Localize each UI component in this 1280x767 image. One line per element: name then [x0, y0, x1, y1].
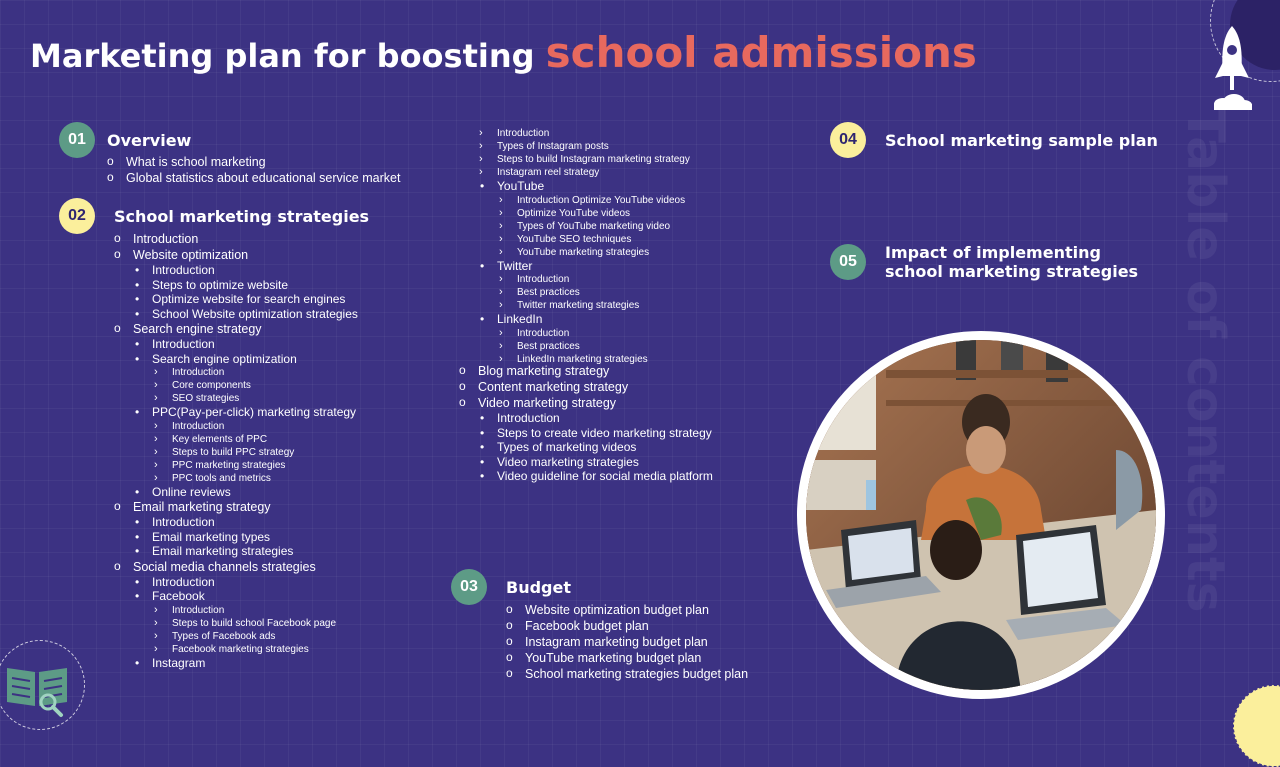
section-number-04: 04 — [830, 122, 866, 158]
sub-item: • Video guideline for social media platform — [478, 469, 779, 484]
sub-item-label: Facebook — [152, 589, 205, 603]
sub-item: • Email marketing types — [133, 530, 444, 545]
list-item: o Introduction — [114, 231, 444, 247]
sub-sub-item: › Types of Facebook ads — [152, 630, 444, 643]
list-item: o School marketing strategies budget plan — [506, 666, 748, 682]
sub-sub-item: › Introduction — [152, 366, 444, 379]
sub-item — [133, 405, 444, 485]
strategies-list-middle — [459, 363, 779, 484]
corner-yellow-circle — [1233, 685, 1280, 767]
sub-item: • Instagram — [133, 656, 444, 671]
list-item: o Content marketing strategy — [459, 379, 779, 395]
list-item: o Instagram marketing budget plan — [506, 634, 748, 650]
section-title-budget: Budget — [506, 578, 571, 597]
sub-item — [478, 259, 685, 313]
sub-item: • Online reviews — [133, 485, 444, 500]
sub-item-label: Twitter — [497, 258, 533, 273]
sub-item: • Introduction — [133, 515, 444, 530]
sub-sub-item: › Steps to build PPC strategy — [152, 446, 444, 459]
sub-sub-item: › Introduction — [497, 273, 685, 286]
section-title-overview: Overview — [107, 131, 192, 150]
sub-sub-item: › Introduction — [477, 127, 690, 140]
sub-item-label: YouTube — [497, 179, 545, 193]
section-number-05: 05 — [830, 244, 866, 280]
team-working-on-laptops-photo — [797, 331, 1165, 699]
sub-sub-item: › PPC tools and metrics — [152, 472, 444, 485]
sub-item-label: PPC(Pay-per-click) marketing strategy — [152, 405, 357, 419]
list-item: o What is school marketing — [107, 154, 400, 170]
list-item: o Global statistics about educational service market — [107, 170, 400, 186]
sub-sub-item: › Introduction — [152, 420, 444, 433]
section-title-line: Impact of implementing — [885, 243, 1101, 262]
sub-sub-item: › Introduction Optimize YouTube videos — [497, 194, 685, 207]
section-title-line: school marketing strategies — [885, 262, 1139, 281]
sub-sub-item: › PPC marketing strategies — [152, 459, 444, 472]
list-item-label: Social media channels strategies — [133, 559, 316, 574]
list-item-label: Website optimization — [133, 248, 249, 262]
title-highlight: school admissions — [545, 28, 977, 77]
overview-list — [107, 154, 400, 186]
sub-sub-item: › LinkedIn marketing strategies — [497, 353, 685, 366]
sub-sub-item: › Best practices — [497, 286, 685, 299]
sub-item-label: LinkedIn — [497, 312, 543, 326]
sub-sub-item: › Optimize YouTube videos — [497, 207, 685, 220]
sub-item: • School Website optimization strategies — [133, 307, 444, 322]
list-item-label: Email marketing strategy — [133, 500, 271, 514]
list-item: o Blog marketing strategy — [459, 363, 779, 379]
sub-sub-item: › Steps to build Instagram marketing strategy — [477, 153, 690, 166]
list-item: o Website optimization budget plan — [506, 602, 748, 618]
sub-item: • Steps to create video marketing strategy — [478, 426, 779, 441]
sub-item: • Video marketing strategies — [478, 455, 779, 470]
list-item: o YouTube marketing budget plan — [506, 650, 748, 666]
sub-sub-item: › Introduction — [152, 604, 444, 617]
section-title-strategies: School marketing strategies — [114, 207, 370, 226]
sub-sub-item: › Twitter marketing strategies — [497, 299, 685, 312]
sub-item — [133, 352, 444, 406]
sub-item: • Optimize website for search engines — [133, 292, 444, 307]
sub-sub-item: › Introduction — [497, 327, 685, 340]
sub-sub-item: › Core components — [152, 379, 444, 392]
section-title-sample-plan: School marketing sample plan — [885, 131, 1158, 150]
sub-sub-item: › YouTube SEO techniques — [497, 233, 685, 246]
sub-item — [133, 589, 444, 656]
sub-item: • Types of marketing videos — [478, 440, 779, 455]
section-number-02: 02 — [59, 198, 95, 234]
section-number-03: 03 — [451, 569, 487, 605]
list-item-label: Video marketing strategy — [478, 396, 617, 410]
list-item — [114, 321, 444, 499]
sub-item: • Introduction — [133, 263, 444, 278]
sub-sub-item: › Steps to build school Facebook page — [152, 617, 444, 630]
sub-sub-item: › Key elements of PPC — [152, 433, 444, 446]
list-item — [114, 559, 444, 671]
sub-sub-item: › Types of Instagram posts — [477, 140, 690, 153]
sub-sub-item: › SEO strategies — [152, 392, 444, 405]
sub-item: • Introduction — [478, 411, 779, 426]
sub-sub-item: › Best practices — [497, 340, 685, 353]
sub-item — [478, 179, 685, 259]
list-item — [459, 395, 779, 484]
sub-item-label: Search engine optimization — [152, 351, 297, 366]
rocket-icon — [1208, 24, 1256, 114]
list-item-label: Search engine strategy — [133, 322, 262, 336]
title-main: Marketing plan for boosting — [30, 37, 546, 75]
sub-item: • Introduction — [133, 575, 444, 590]
sub-sub-item: › Types of YouTube marketing video — [497, 220, 685, 233]
list-item — [114, 247, 444, 321]
section-title-impact — [885, 243, 1138, 281]
sub-sub-item: › Instagram reel strategy — [477, 166, 690, 179]
social-channels-list — [478, 179, 685, 366]
section-number-01: 01 — [59, 122, 95, 158]
watermark-table-of-contents: Table of contents — [1175, 107, 1235, 613]
magnifier-icon — [38, 692, 64, 718]
list-item: o Facebook budget plan — [506, 618, 748, 634]
budget-list — [506, 602, 748, 682]
page-title — [30, 28, 977, 77]
sub-item: • Introduction — [133, 337, 444, 352]
sub-item: • Steps to optimize website — [133, 278, 444, 293]
sub-sub-item: › YouTube marketing strategies — [497, 246, 685, 259]
list-item — [114, 499, 444, 559]
sub-sub-item: › Facebook marketing strategies — [152, 643, 444, 656]
sub-item — [478, 312, 685, 366]
instagram-sublist — [477, 127, 690, 179]
sub-item: • Email marketing strategies — [133, 544, 444, 559]
strategies-list-left — [114, 231, 444, 670]
